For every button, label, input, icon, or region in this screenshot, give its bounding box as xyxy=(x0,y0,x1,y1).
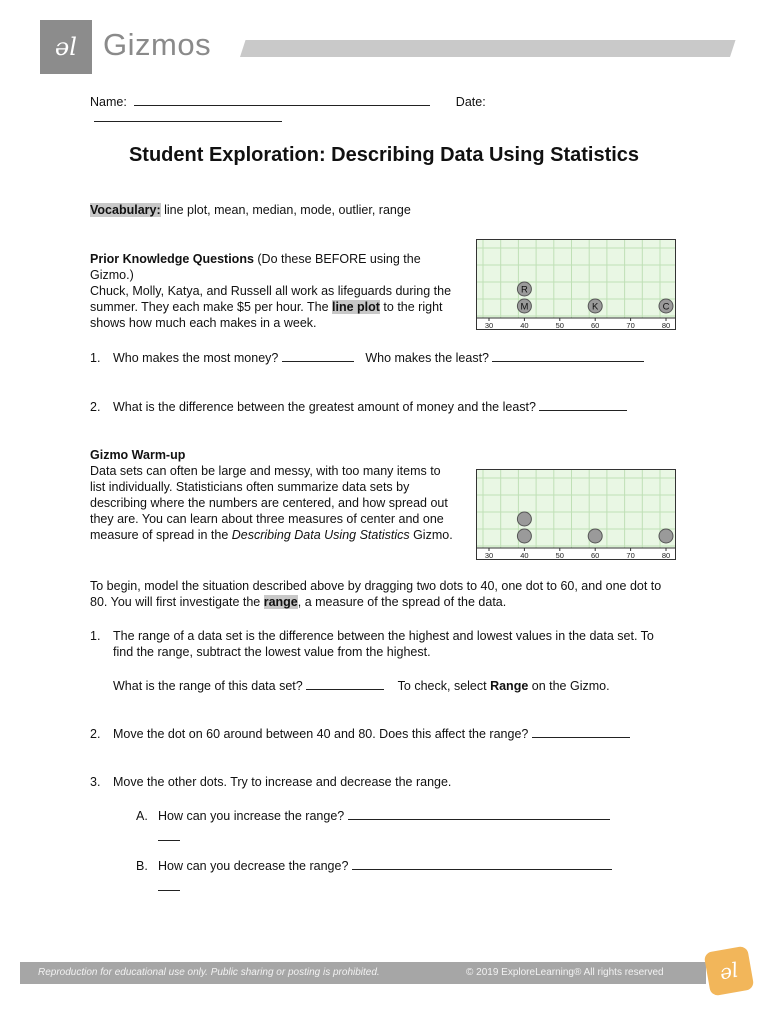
w3-a-label: A. xyxy=(136,809,148,823)
begin-text-end: , a measure of the spread of the data. xyxy=(297,595,507,609)
w3-a-text: How can you increase the range? xyxy=(158,809,345,823)
w2-answer[interactable] xyxy=(532,725,630,738)
data-point xyxy=(517,529,531,543)
question-1 xyxy=(90,349,690,366)
prior-knowledge xyxy=(90,251,452,331)
w3-text: Move the other dots. Try to increase and decrease the range. xyxy=(113,775,452,789)
axis-strip xyxy=(477,318,675,329)
brand-name: Gizmos xyxy=(103,27,212,62)
vocabulary-terms: line plot, mean, median, mode, outlier, range xyxy=(160,203,411,217)
w3-b-answer[interactable] xyxy=(352,857,612,870)
w3-b-text: How can you decrease the range? xyxy=(158,859,349,873)
w1-check-term: Range xyxy=(490,679,529,693)
x-tick-label: 30 xyxy=(484,321,494,329)
prior-text-end: to the right shows how much each makes in a week. xyxy=(90,300,443,330)
name-date-row xyxy=(90,93,680,125)
gizmo-name: Describing Data Using Statistics xyxy=(231,528,410,542)
vocabulary xyxy=(90,202,690,218)
w1-subquestion xyxy=(113,677,673,694)
q2-text: What is the difference between the greatest amount of money and the least? xyxy=(113,400,536,414)
gizmo-warmup xyxy=(90,447,454,543)
w3-b-label: B. xyxy=(136,859,148,873)
w3-a-answer[interactable] xyxy=(348,807,610,820)
line-plot-lifeguards xyxy=(476,239,676,330)
axis-strip xyxy=(477,548,675,559)
x-tick-label: 70 xyxy=(626,551,635,559)
q1-text-most: Who makes the most money? xyxy=(113,351,279,365)
q1-number: 1. xyxy=(90,351,101,365)
name-field[interactable] xyxy=(134,93,430,106)
prior-text: Chuck, Molly, Katya, and Russell all work as lifeguards during the summer. They each make $5 per hour. The xyxy=(90,284,452,314)
warmup-question-1 xyxy=(90,628,670,660)
prior-heading: Prior Knowledge Questions xyxy=(90,252,254,266)
plot2-svg xyxy=(477,470,675,559)
x-tick-label: 40 xyxy=(520,551,529,559)
header-bar xyxy=(240,40,736,57)
q2-number: 2. xyxy=(90,400,101,414)
w1-check-pre: To check, select xyxy=(397,679,491,693)
w1-sub-text: What is the range of this data set? xyxy=(113,679,303,693)
x-tick-label: 60 xyxy=(591,551,600,559)
q1-least-answer[interactable] xyxy=(492,349,644,362)
data-point xyxy=(659,529,673,543)
w1-check-post: on the Gizmo. xyxy=(528,679,610,693)
begin-instructions xyxy=(90,578,680,610)
logo-mark-icon: əl xyxy=(55,33,77,61)
w1-text: The range of a data set is the difference between the highest and lowest values in the data set. To find the range, subtract the lowest value from the highest. xyxy=(113,629,654,659)
data-point-label: K xyxy=(592,301,599,313)
question-2 xyxy=(90,398,690,415)
w1-number: 1. xyxy=(90,629,101,643)
x-tick-label: 50 xyxy=(555,321,564,329)
gizmos-logo xyxy=(40,20,92,74)
line-plot-warmup xyxy=(476,469,676,560)
warmup-question-3 xyxy=(90,774,690,790)
prior-heading-note: (Do these BEFORE using the Gizmo.) xyxy=(90,252,421,282)
w2-number: 2. xyxy=(90,727,101,741)
x-tick-label: 80 xyxy=(661,321,671,329)
name-label: Name: xyxy=(90,95,127,109)
footer-copyright: © 2019 ExploreLearning® All rights reserved xyxy=(466,967,664,978)
data-point-label: M xyxy=(520,301,529,313)
page-title: Student Exploration: Describing Data Using Statistics xyxy=(128,144,640,166)
x-tick-label: 30 xyxy=(484,551,494,559)
data-point-label: R xyxy=(520,284,528,296)
line-plot-term: line plot xyxy=(332,300,380,314)
q1-most-answer[interactable] xyxy=(282,349,354,362)
x-tick-label: 60 xyxy=(591,321,600,329)
x-tick-label: 50 xyxy=(555,551,564,559)
x-tick-label: 40 xyxy=(520,321,529,329)
date-field[interactable] xyxy=(94,109,282,122)
w3-a-answer-continued[interactable] xyxy=(158,828,180,841)
warmup-question-2 xyxy=(90,725,690,742)
plot1-svg xyxy=(477,240,675,329)
explorelearning-logo-icon: əl xyxy=(704,946,755,997)
warmup-text: Data sets can often be large and messy, with too many items to list individually. Statisticians often summarize data sets by describing where the numbers are centered, and how spread out they are. You can learn about three measures of center and one measure of spread in the xyxy=(90,464,448,542)
x-tick-label: 80 xyxy=(661,551,671,559)
w3-part-b xyxy=(136,857,656,895)
w1-range-answer[interactable] xyxy=(306,677,384,690)
data-point-label: C xyxy=(662,301,670,313)
w3-b-answer-continued[interactable] xyxy=(158,878,180,891)
date-label: Date: xyxy=(455,95,486,109)
x-tick-label: 70 xyxy=(626,321,635,329)
w3-part-a xyxy=(136,807,656,845)
warmup-text-end: Gizmo. xyxy=(409,528,453,542)
w2-text: Move the dot on 60 around between 40 and 80. Does this affect the range? xyxy=(113,727,529,741)
range-term: range xyxy=(263,595,298,609)
data-point xyxy=(517,512,531,526)
q2-answer[interactable] xyxy=(539,398,627,411)
begin-text: To begin, model the situation described above by dragging two dots to 40, one dot to 60, and one dot to 80. You will first investigate the xyxy=(90,579,662,609)
footer-disclaimer: Reproduction for educational use only. Public sharing or posting is prohibited. xyxy=(38,967,380,978)
data-point xyxy=(588,529,602,543)
warmup-heading: Gizmo Warm-up xyxy=(90,448,186,462)
vocabulary-label: Vocabulary: xyxy=(90,203,161,217)
w3-number: 3. xyxy=(90,775,101,789)
q1-text-least: Who makes the least? xyxy=(365,351,489,365)
